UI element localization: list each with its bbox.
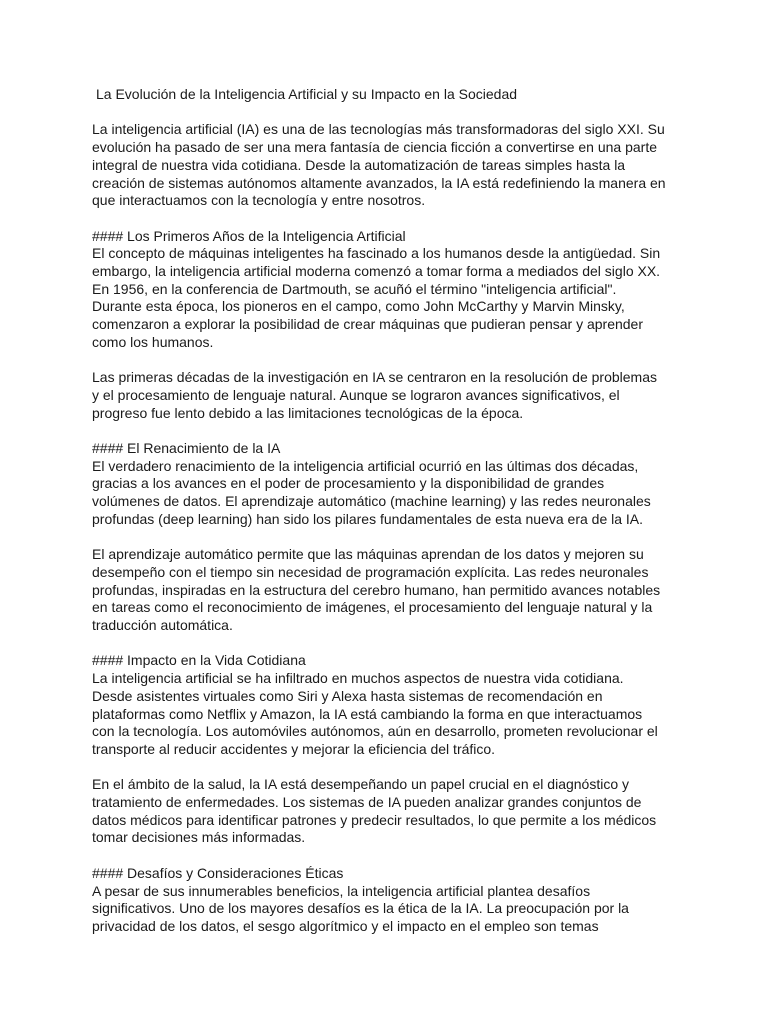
document-page bbox=[92, 86, 682, 953]
section-heading: #### El Renacimiento de la IA bbox=[92, 440, 281, 456]
text-line: datos médicos para identificar patrones y predecir resultados, lo que permite a los médicos bbox=[92, 811, 657, 828]
paragraph-intro bbox=[92, 121, 682, 210]
section-heading: #### Impacto en la Vida Cotidiana bbox=[92, 652, 306, 669]
text-line: privacidad de los datos, el sesgo algorítmico y el impacto en el empleo son temas bbox=[92, 917, 599, 934]
text-line: como los humanos. bbox=[92, 333, 214, 350]
text-line: El concepto de máquinas inteligentes ha fascinado a los humanos desde la antigüedad. Sin bbox=[92, 245, 661, 262]
section-desafios bbox=[92, 865, 682, 936]
paragraph-salud bbox=[92, 776, 682, 847]
text-line: profundas (deep learning) han sido los pilares fundamentales de esta nueva era de la IA. bbox=[92, 510, 644, 527]
text-line: volúmenes de datos. El aprendizaje automático (machine learning) y las redes neuronales bbox=[92, 493, 651, 510]
text-line: evolución ha pasado de ser una mera fantasía de ciencia ficción a convertirse en una parte bbox=[92, 139, 658, 156]
text-line: El verdadero renacimiento de la inteligencia artificial ocurrió en las últimas dos décadas, bbox=[92, 457, 639, 474]
text-line: En el ámbito de la salud, la IA está desempeñando un papel crucial en el diagnóstico y bbox=[92, 776, 630, 793]
text-line: comenzaron a explorar la posibilidad de crear máquinas que pudieran pensar y aprender bbox=[92, 316, 644, 333]
text-line: tomar decisiones más informadas. bbox=[92, 829, 306, 846]
text-line: y el procesamiento de lenguaje natural. Aunque se lograron avances significativos, el bbox=[92, 386, 620, 403]
section-renacimiento bbox=[92, 440, 682, 529]
paragraph-primeras-decadas bbox=[92, 369, 682, 422]
text-line: plataformas como Netflix y Amazon, la IA está cambiando la forma en que interactuamos bbox=[92, 705, 643, 722]
section-heading: #### Los Primeros Años de la Inteligencia Artificial bbox=[92, 227, 406, 244]
text-line: con la tecnología. Los automóviles autónomos, aún en desarrollo, prometen revolucionar el bbox=[92, 723, 658, 740]
section-heading: #### Desafíos y Consideraciones Éticas bbox=[92, 864, 344, 881]
text-line: tratamiento de enfermedades. Los sistemas de IA pueden analizar grandes conjuntos de bbox=[92, 794, 642, 811]
section-primeros-anos bbox=[92, 228, 682, 352]
text-line: La inteligencia artificial (IA) es una de las tecnologías más transformadoras del siglo XXI. Su bbox=[92, 121, 665, 138]
section-vida-cotidiana bbox=[92, 652, 682, 758]
text-line: profundas, inspiradas en la estructura del cerebro humano, han permitido avances notables bbox=[92, 581, 661, 598]
text-line: A pesar de sus innumerables beneficios, la inteligencia artificial plantea desafíos bbox=[92, 882, 591, 899]
document-title: La Evolución de la Inteligencia Artificial y su Impacto en la Sociedad bbox=[96, 86, 518, 102]
text-line: que interactuamos con la tecnología y entre nosotros. bbox=[92, 192, 426, 209]
text-line: en tareas como el reconocimiento de imágenes, el procesamiento del lenguaje natural y la bbox=[92, 599, 653, 616]
text-line: desempeño con el tiempo sin necesidad de programación explícita. Las redes neuronales bbox=[92, 563, 649, 580]
paragraph-aprendizaje bbox=[92, 546, 682, 635]
text-line: integral de nuestra vida cotidiana. Desde la automatización de tareas simples hasta la bbox=[92, 156, 626, 173]
text-line: significativos. Uno de los mayores desafíos es la ética de la IA. La preocupación por la bbox=[92, 900, 629, 917]
text-line: gracias a los avances en el poder de procesamiento y la disponibilidad de grandes bbox=[92, 475, 605, 492]
text-line: progreso fue lento debido a las limitaciones tecnológicas de la época. bbox=[92, 404, 524, 421]
text-line: Desde asistentes virtuales como Siri y Alexa hasta sistemas de recomendación en bbox=[92, 687, 603, 704]
text-line: La inteligencia artificial se ha infiltrado en muchos aspectos de nuestra vida cotidiana. bbox=[92, 670, 624, 687]
text-line: traducción automática. bbox=[92, 617, 233, 634]
text-line: Las primeras décadas de la investigación en IA se centraron en la resolución de problemas bbox=[92, 369, 657, 386]
text-line: embargo, la inteligencia artificial moderna comenzó a tomar forma a mediados del siglo XX. bbox=[92, 263, 661, 279]
text-line: Durante esta época, los pioneros en el campo, como John McCarthy y Marvin Minsky, bbox=[92, 298, 625, 315]
text-line: El aprendizaje automático permite que las máquinas aprendan de los datos y mejoren su bbox=[92, 546, 644, 563]
text-line: creación de sistemas autónomos altamente avanzados, la IA está redefiniendo la manera en bbox=[92, 174, 666, 191]
text-line: transporte al reducir accidentes y mejorar la eficiencia del tráfico. bbox=[92, 740, 496, 757]
text-line: En 1956, en la conferencia de Dartmouth, se acuñó el término "inteligencia artificial". bbox=[92, 280, 617, 297]
